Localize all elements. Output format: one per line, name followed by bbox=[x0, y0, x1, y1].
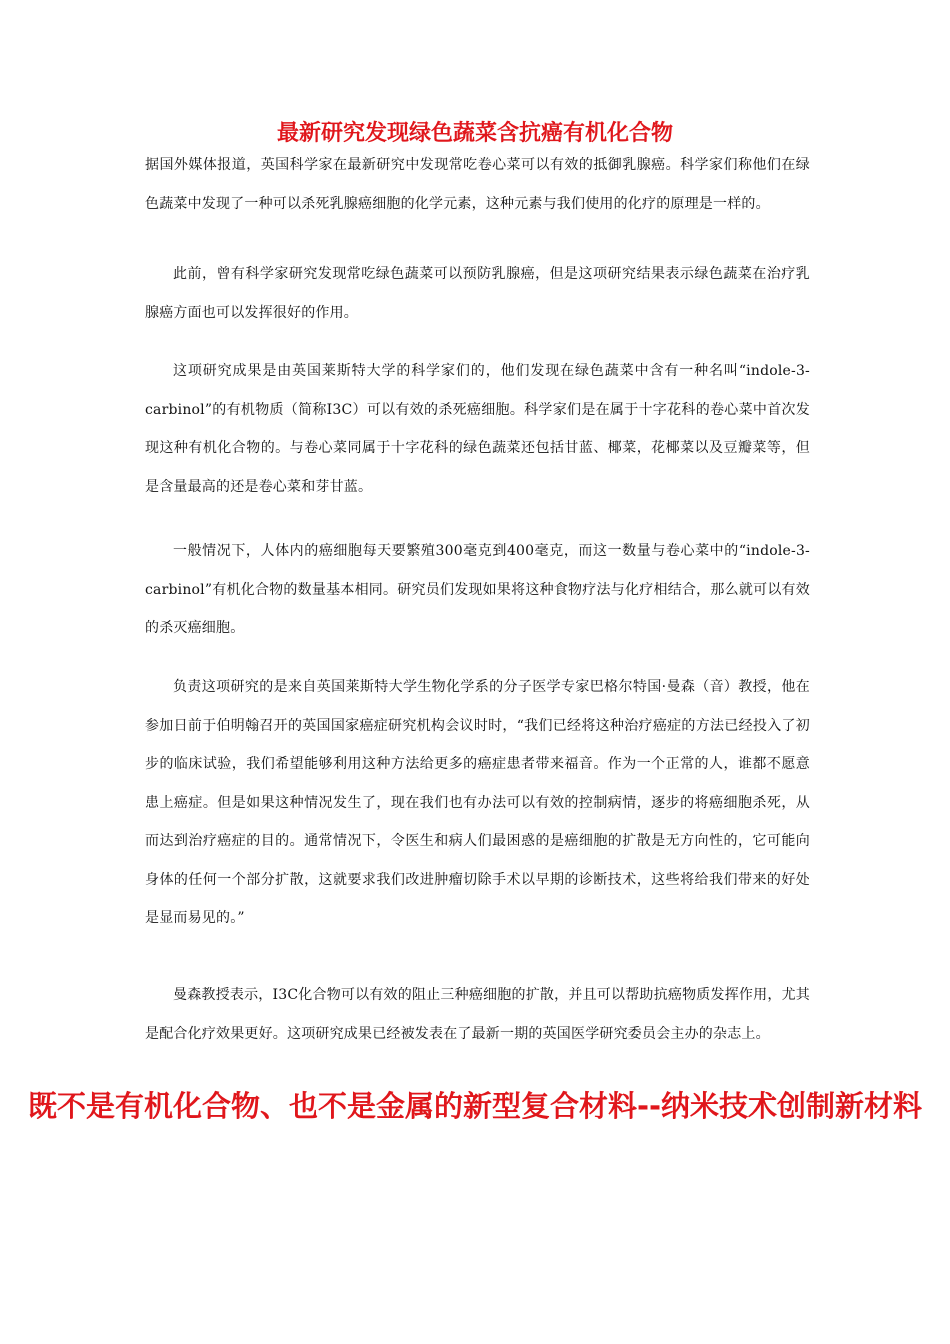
next-article-title: 既不是有机化合物、也不是金属的新型复合材料--纳米技术创制新材料 bbox=[27, 1089, 923, 1123]
paragraph-6: 曼森教授表示，I3C化合物可以有效的阻止三种癌细胞的扩散，并且可以帮助抗癌物质发挥作用，尤其是配合化疗效果更好。这项研究成果已经被发表在了最新一期的英国医学研究委员会主办的杂志上。 bbox=[145, 987, 810, 1042]
paragraph-2: 此前，曾有科学家研究发现常吃绿色蔬菜可以预防乳腺癌，但是这项研究结果表示绿色蔬菜在治疗乳腺癌方面也可以发挥很好的作用。 bbox=[145, 266, 810, 321]
paragraph-1: 据国外媒体报道，英国科学家在最新研究中发现常吃卷心菜可以有效的抵御乳腺癌。科学家们称他们在绿色蔬菜中发现了一种可以杀死乳腺癌细胞的化学元素，这种元素与我们使用的化疗的原理是一样的。 bbox=[145, 157, 810, 212]
paragraph-3: 这项研究成果是由英国莱斯特大学的科学家们的，他们发现在绿色蔬菜中含有一种名叫“indole-3-carbinol”的有机物质（简称I3C）可以有效的杀死癌细胞。科学家们是在属于十字花科的卷心菜中首次发现这种有机化合物的。与卷心菜同属于十字花科的绿色蔬菜还包括甘蓝、椰菜，花椰菜以及豆瓣菜等，但是含量最高的还是卷心菜和芽甘蓝。 bbox=[145, 363, 810, 495]
paragraph-5: 负责这项研究的是来自英国莱斯特大学生物化学系的分子医学专家巴格尔特国·曼森（音）教授，他在参加日前于伯明翰召开的英国国家癌症研究机构会议时时，“我们已经将这种治疗癌症的方法已经投入了初步的临床试验，我们希望能够利用这种方法给更多的癌症患者带来福音。作为一个正常的人，谁都不愿意患上癌症。但是如果这种情况发生了，现在我们也有办法可以有效的控制病情，逐步的将癌细胞杀死，从而达到治疗癌症的目的。通常情况下，令医生和病人们最困惑的是癌细胞的扩散是无方向性的，它可能向身体的任何一个部分扩散，这就要求我们改进肿瘤切除手术以早期的诊断技术，这些将给我们带来的好处是显而易见的。” bbox=[145, 679, 810, 926]
paragraph-4: 一般情况下，人体内的癌细胞每天要繁殖300毫克到400毫克，而这一数量与卷心菜中的“indole-3-carbinol”有机化合物的数量基本相同。研究员们发现如果将这种食物疗法与化疗相结合，那么就可以有效的杀灭癌细胞。 bbox=[145, 543, 810, 636]
article-title: 最新研究发现绿色蔬菜含抗癌有机化合物 bbox=[276, 121, 673, 146]
